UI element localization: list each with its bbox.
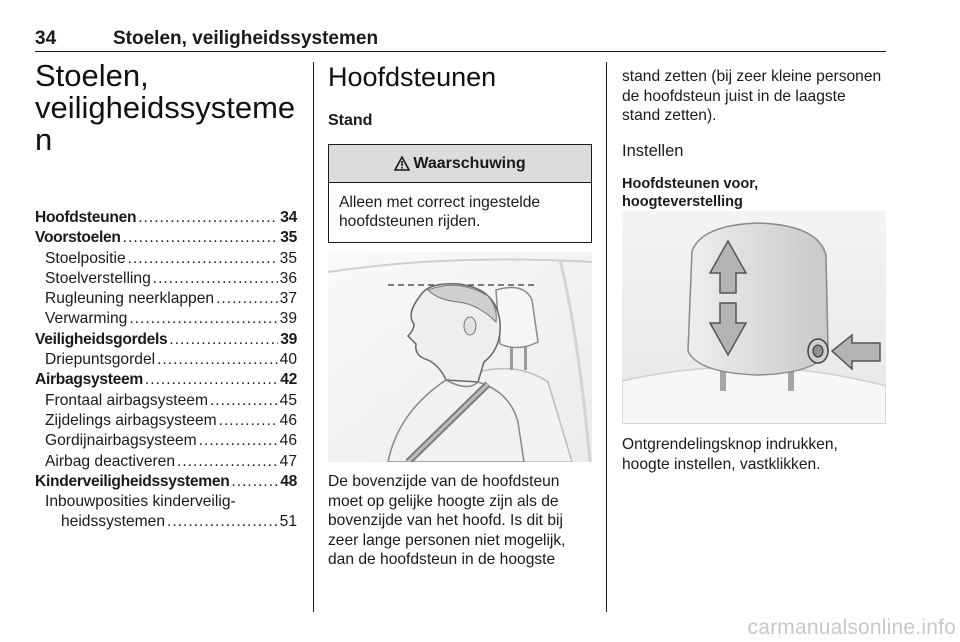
toc-entry [35,492,297,512]
toc-page-number: 35 [280,229,297,247]
running-header: Stoelen, veiligheidssystemen [113,28,379,49]
toc-entry [35,330,297,350]
warning-triangle-icon [394,156,410,171]
toc-label: Stoelpositie [45,249,126,267]
toc-label: Rugleuning neerklappen [45,290,215,308]
chapter-title: Stoelen, veiligheidssysteme n [35,58,296,157]
toc-label: Veiligheidsgordels [35,330,168,348]
toc-label: Kinderveiligheidssystemen [35,472,230,490]
toc-page-number: 39 [279,310,297,328]
warning-header [329,145,591,183]
toc-leader-dots [123,228,279,248]
watermark: carmanualsonline.info [747,616,956,639]
toc-label: Frontaal airbagsysteem [45,391,208,409]
column-divider-left [313,62,314,612]
toc-page-number: 34 [280,209,297,226]
column-divider-right [606,62,607,612]
toc-entry [35,228,297,248]
toc-label: heidssystemen [61,513,166,531]
toc-page-number: 45 [279,391,297,409]
toc-page-number: 47 [279,452,297,470]
toc-entry [35,512,297,532]
toc-entry [35,309,297,329]
content-column-middle [328,60,592,568]
section-title: Hoofdsteunen [328,62,497,92]
toc-label: Gordijnairbagsysteem [45,432,197,450]
toc-leader-dots [210,391,278,411]
toc-page-number: 42 [280,371,297,389]
toc-page-number: 51 [279,513,297,531]
head-position-illustration [328,252,592,462]
toc-leader-dots [167,512,278,532]
toc-page-number: 40 [279,351,297,369]
toc-leader-dots [177,452,278,472]
toc-page-number: 36 [279,269,297,287]
subsection-title: Stand [328,112,373,129]
toc-leader-dots [138,208,278,228]
adjustment-subheading: Hoofdsteunen voor, hoogteverstelling [622,175,759,210]
toc-entry [35,269,297,289]
toc-page-number: 35 [279,249,297,267]
figure-caption: Ontgrendelingsknop indrukken, hoogte instellen, vastklikken. [622,436,838,473]
toc-entry [35,472,297,492]
toc-entry [35,411,297,431]
toc-label: Voorstoelen [35,229,121,247]
toc-leader-dots [128,249,278,269]
warning-text: Alleen met correct ingestelde hoofdsteunen rijden. [339,194,541,230]
toc-leader-dots [169,330,278,350]
table-of-contents [35,208,297,533]
toc-entry [35,289,297,309]
toc-leader-dots [157,350,278,370]
toc-leader-dots [231,472,278,492]
instellen-heading: Instellen [622,141,684,160]
continuation-paragraph: stand zetten (bij zeer kleine personen de hoofdsteun juist in de laagste stand zetten). [622,68,882,124]
toc-leader-dots [145,370,278,390]
toc-label: Zijdelings airbagsysteem [45,411,217,429]
warning-box [328,144,592,243]
toc-page-number: 48 [280,472,297,490]
toc-entry [35,208,297,228]
toc-entry [35,391,297,411]
toc-page-number: 37 [279,290,297,308]
toc-leader-dots [219,411,278,431]
toc-entry [35,370,297,390]
body-paragraph: De bovenzijde van de hoofdsteun moet op gelijke hoogte zijn als de bovenzijde van het hoofd. Is dit bij zeer lange personen niet mogelijk, dan de hoofdsteun in de hoogste [328,473,566,568]
toc-entry [35,350,297,370]
toc-leader-dots [216,289,278,309]
toc-leader-dots [199,431,278,451]
toc-label: Airbagsysteem [35,371,143,389]
header-rule [35,51,886,52]
page-number: 34 [35,28,57,49]
toc-page-number: 39 [280,330,297,348]
toc-page-number: 46 [279,432,297,450]
toc-page-number: 46 [279,411,297,429]
toc-label: Airbag deactiveren [45,452,176,470]
toc-entry [35,249,297,269]
toc-entry [35,452,297,472]
toc-leader-dots [153,269,278,289]
warning-title: Waarschuwing [413,154,526,172]
toc-column [35,60,297,533]
headrest-adjustment-illustration [622,211,886,424]
toc-label: Verwarming [45,310,128,328]
content-column-right [622,67,886,473]
toc-label: Driepuntsgordel [45,351,156,369]
toc-leader-dots [129,309,277,329]
toc-label: Hoofdsteunen [35,209,137,226]
toc-label: Inbouwposities kinderveilig- [45,493,236,511]
toc-label: Stoelverstelling [45,269,151,287]
toc-entry [35,431,297,451]
